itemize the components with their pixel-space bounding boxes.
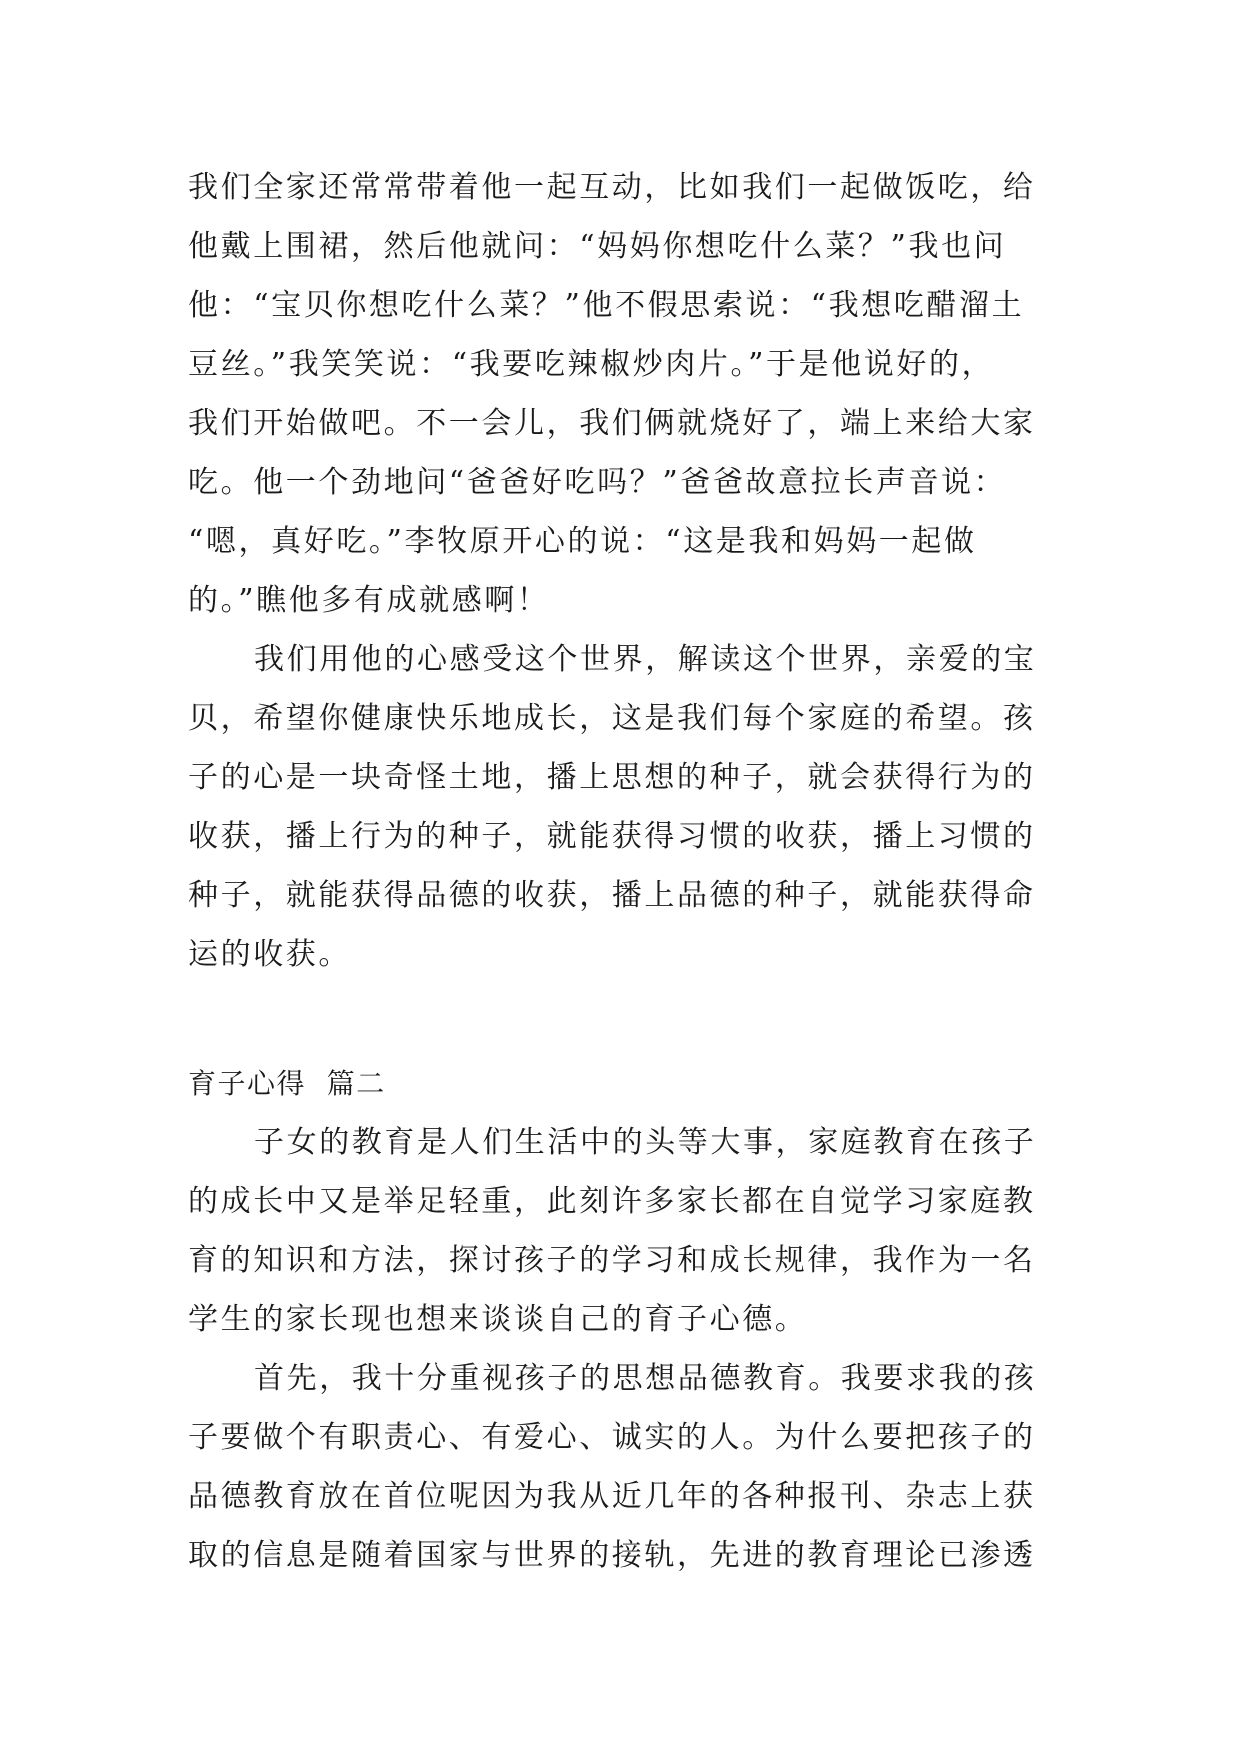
document-body bbox=[188, 158, 1053, 1585]
paragraph-intro bbox=[188, 1113, 1053, 1349]
paragraph-first bbox=[188, 1349, 1053, 1585]
text-line: 运的收获。 bbox=[188, 937, 351, 972]
text-line: 我们开始做吧。不一会儿，我们俩就烧好了，端上来给大家 bbox=[188, 406, 1036, 441]
text-line: 子的心是一块奇怪土地，播上思想的种子，就会获得行为的 bbox=[188, 760, 1036, 795]
text-line: 豆丝。”我笑笑说：“我要吃辣椒炒肉片。”于是他说好的， bbox=[188, 347, 995, 382]
text-line: 品德教育放在首位呢因为我从近几年的各种报刊、杂志上获 bbox=[188, 1479, 1036, 1514]
text-line: 种子，就能获得品德的收获，播上品德的种子，就能获得命 bbox=[188, 878, 1036, 913]
section-spacer bbox=[188, 984, 1053, 1054]
text-line: 他：“宝贝你想吃什么菜？”他不假思索说：“我想吃醋溜土 bbox=[188, 288, 1025, 323]
text-line: 子要做个有职责心、有爱心、诚实的人。为什么要把孩子的 bbox=[188, 1420, 1036, 1455]
text-line: 吃。他一个劲地问“爸爸好吃吗？”爸爸故意拉长声音说： bbox=[188, 465, 1007, 500]
text-line: 的成长中又是举足轻重，此刻许多家长都在自觉学习家庭教 bbox=[188, 1184, 1036, 1219]
section-title: 育子心得 篇二 bbox=[188, 1067, 386, 1100]
text-line: 学生的家长现也想来谈谈自己的育子心德。 bbox=[188, 1302, 808, 1337]
text-line: 我们用他的心感受这个世界，解读这个世界，亲爱的宝 bbox=[254, 642, 1037, 677]
text-line: 收获，播上行为的种子，就能获得习惯的收获，播上习惯的 bbox=[188, 819, 1036, 854]
text-line: 取的信息是随着国家与世界的接轨，先进的教育理论已渗透 bbox=[188, 1538, 1036, 1573]
text-line: 的。”瞧他多有成就感啊！ bbox=[188, 583, 550, 618]
text-line: 子女的教育是人们生活中的头等大事，家庭教育在孩子 bbox=[254, 1125, 1037, 1160]
paragraph-hope bbox=[188, 630, 1053, 984]
text-line: “嗯，真好吃。”李牧原开心的说：“这是我和妈妈一起做 bbox=[188, 524, 977, 559]
text-line: 贝，希望你健康快乐地成长，这是我们每个家庭的希望。孩 bbox=[188, 701, 1036, 736]
text-line: 他戴上围裙，然后他就问：“妈妈你想吃什么菜？”我也问 bbox=[188, 229, 1007, 264]
text-line: 育的知识和方法，探讨孩子的学习和成长规律，我作为一名 bbox=[188, 1243, 1036, 1278]
text-line: 我们全家还常常带着他一起互动，比如我们一起做饭吃，给 bbox=[188, 170, 1036, 205]
text-line: 首先，我十分重视孩子的思想品德教育。我要求我的孩 bbox=[254, 1361, 1037, 1396]
paragraph-family-cooking bbox=[188, 158, 1053, 630]
